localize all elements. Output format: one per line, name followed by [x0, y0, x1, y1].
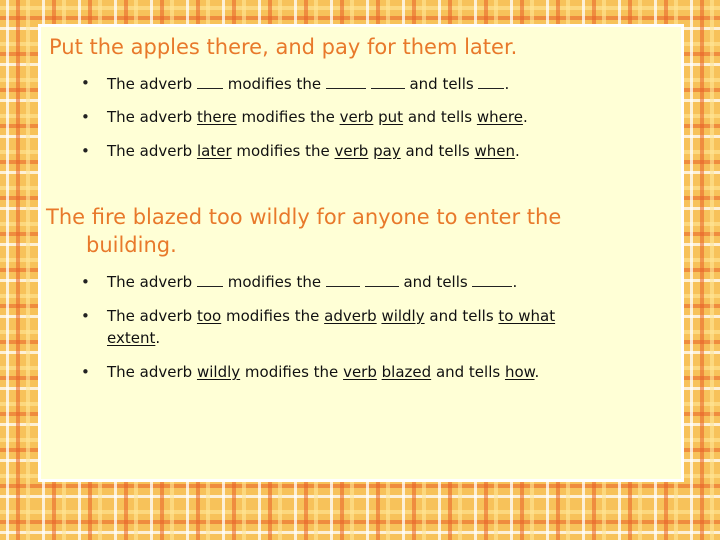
adverb-word: too	[196, 307, 222, 325]
modified-word: pay	[373, 142, 401, 160]
answer-blank	[197, 73, 223, 89]
adverb-word: wildly	[196, 363, 241, 381]
bullet-list-1	[79, 73, 528, 175]
modified-word: put	[378, 108, 404, 126]
part-of-speech: verb	[339, 108, 374, 126]
tells-answer: where	[476, 108, 523, 126]
answer-blank	[326, 73, 366, 89]
answer-blank	[197, 271, 223, 287]
answer-bullet: • The adverb later modifies the verb pay and tells when.	[79, 141, 528, 175]
part-of-speech: verb	[343, 363, 377, 381]
template-bullet-1: • The adverb modifies the and tells .	[79, 73, 528, 107]
tells-answer-continued: extent	[107, 329, 156, 347]
template-bullet-2: • The adverb modifies the and tells .	[79, 271, 555, 293]
answer-blank	[326, 271, 360, 287]
modified-word: wildly	[381, 307, 425, 325]
slide-panel	[38, 24, 684, 482]
sentence-heading-2: The fire blazed too wildly for anyone to enter the building.	[46, 205, 562, 257]
answer-blank	[365, 271, 399, 287]
bullet-list-2	[79, 271, 555, 395]
answer-bullet: • The adverb too modifies the adverb wildly and tells to what extent.	[79, 305, 555, 349]
modified-word: blazed	[381, 363, 432, 381]
sentence-heading-1: Put the apples there, and pay for them later.	[49, 35, 518, 59]
adverb-word: there	[196, 108, 237, 126]
part-of-speech: adverb	[324, 307, 377, 325]
adverb-word: later	[196, 142, 232, 160]
answer-blank	[472, 271, 512, 287]
answer-bullet: • The adverb there modifies the verb put and tells where.	[79, 107, 528, 141]
answer-bullet: • The adverb wildly modifies the verb blazed and tells how.	[79, 361, 555, 383]
tells-answer: how	[504, 363, 535, 381]
part-of-speech: verb	[334, 142, 369, 160]
answer-blank	[371, 73, 405, 89]
tells-answer: when	[474, 142, 516, 160]
answer-blank	[478, 73, 504, 89]
tells-answer: to what	[498, 307, 556, 325]
